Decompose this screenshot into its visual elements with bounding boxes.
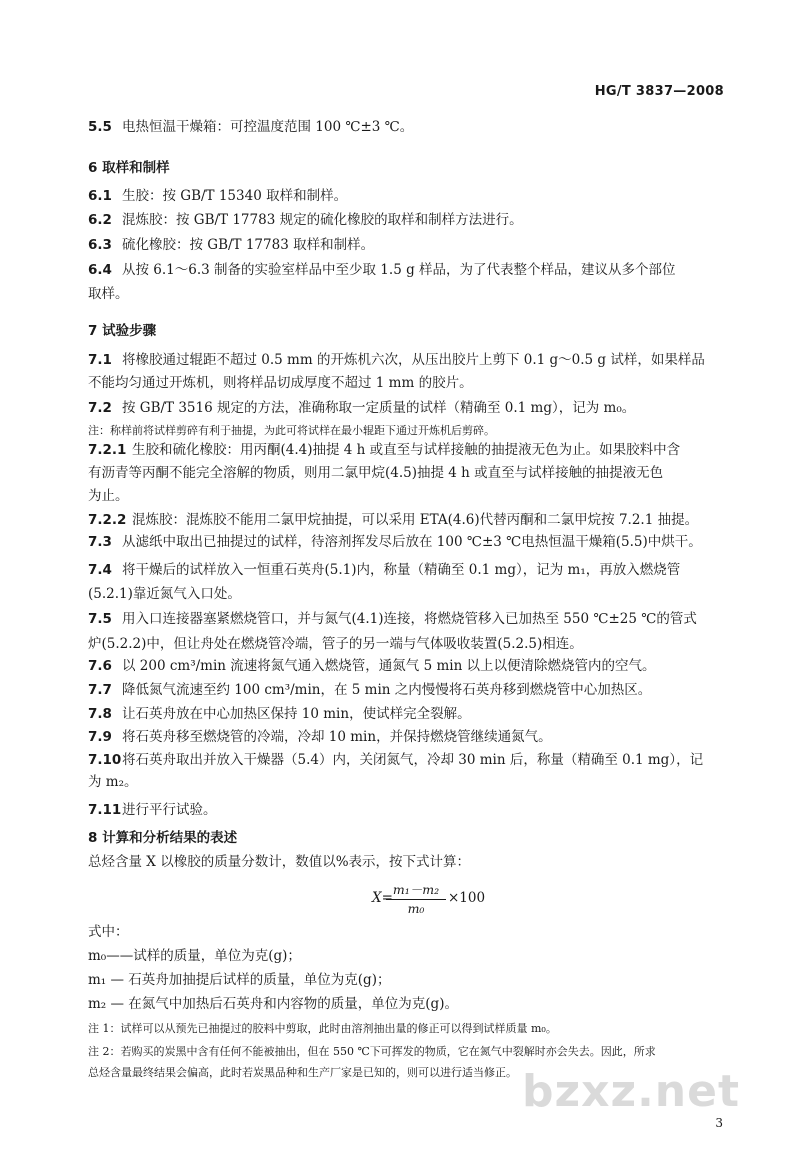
clause-number: 7.2.1 xyxy=(88,442,127,458)
body-line xyxy=(88,609,728,629)
clause-text: 用入口连接器塞紧燃烧管口，并与氮气(4.1)连接，将燃烧管移入已加热至 550 ℃±25 ℃的管式 xyxy=(122,611,697,627)
body-line xyxy=(88,210,728,230)
clause-text: 生胶：按 GB/T 15340 取样和制样。 xyxy=(122,188,348,204)
body-line xyxy=(88,420,728,441)
clause-text: 以 200 cm³/min 流速将氮气通入燃烧管，通氮气 5 min 以上以便清除燃烧管内的空气。 xyxy=(122,658,656,674)
body-line xyxy=(88,373,728,393)
body-line xyxy=(88,852,728,872)
body-line xyxy=(88,680,728,700)
clause-text: (5.2.1)靠近氮气入口处。 xyxy=(88,586,241,602)
body-line xyxy=(88,321,728,341)
note-text: 总烃含量最终结果会偏高，此时若炭黑品种和生产厂家是已知的，则可以进行适当修正。 xyxy=(88,1066,517,1079)
clause-number: 6.2 xyxy=(88,212,112,228)
clause-text: 进行平行试验。 xyxy=(122,802,217,818)
formula xyxy=(0,880,800,916)
clause-number: 7.4 xyxy=(88,562,112,578)
formula-denominator: m₀ xyxy=(407,901,425,916)
clause-text: 让石英舟放在中心加热区保持 10 min，使试样完全裂解。 xyxy=(122,706,471,722)
clause-number: 6.4 xyxy=(88,262,112,278)
clause-number: 7.3 xyxy=(88,534,112,550)
clause-text: m₀——试样的质量，单位为克(g)； xyxy=(88,948,301,964)
clause-number: 7.9 xyxy=(88,729,112,745)
where-line xyxy=(88,946,728,966)
body-line xyxy=(88,235,728,255)
clause-text: 不能均匀通过开炼机，则将样品切成厚度不超过 1 mm 的胶片。 xyxy=(88,375,473,391)
clause-number: 7.5 xyxy=(88,611,112,627)
body-line xyxy=(88,634,728,654)
note-text: 注 1：试样可以从预先已抽提过的胶料中剪取，此时由溶剂抽出量的修正可以得到试样质量 m₀。 xyxy=(88,1022,557,1035)
clause-text: 硫化橡胶：按 GB/T 17783 取样和制样。 xyxy=(122,237,375,253)
body-line xyxy=(88,284,728,304)
clause-text: 电热恒温干燥箱：可控温度范围 100 ℃±3 ℃。 xyxy=(122,119,414,135)
formula-fraction xyxy=(386,880,446,916)
where-line xyxy=(88,970,728,990)
clause-text: 将橡胶通过辊距不超过 0.5 mm 的开炼机六次，从压出胶片上剪下 0.1 g～0.5 g 试样，如果样品 xyxy=(122,352,705,368)
clause-text: 将石英舟取出并放入干燥器（5.4）内，关闭氮气，冷却 30 min 后，称量（精确至 0.1 mg），记 xyxy=(122,752,704,768)
clause-text: 为止。 xyxy=(88,488,129,504)
watermark: bzxz.net xyxy=(521,1066,740,1117)
clause-text: 炉(5.2.2)中，但让舟处在燃烧管冷端，管子的另一端与气体吸收装置(5.2.5)相连。 xyxy=(88,636,583,652)
clause-number: 7.2.2 xyxy=(88,512,127,528)
body-line xyxy=(88,186,728,206)
clause-text: 从滤纸中取出已抽提过的试样，待溶剂挥发尽后放在 100 ℃±3 ℃电热恒温干燥箱(5.5)中烘干。 xyxy=(122,534,702,550)
clause-text: 从按 6.1～6.3 制备的实验室样品中至少取 1.5 g 样品，为了代表整个样品，建议从多个部位 xyxy=(122,262,676,278)
body-line xyxy=(88,486,728,506)
standard-code-header: HG/T 3837—2008 xyxy=(594,84,724,99)
clause-number: 5.5 xyxy=(88,119,112,135)
clause-number: 6.3 xyxy=(88,237,112,253)
clause-number: 7.10 xyxy=(88,752,122,768)
body-line xyxy=(88,350,728,370)
body-line xyxy=(88,260,728,280)
section-heading: 6 取样和制样 xyxy=(88,160,170,176)
body-line xyxy=(88,440,728,460)
body-line xyxy=(88,463,728,483)
body-line xyxy=(88,510,728,530)
clause-text: 按 GB/T 3516 规定的方法，准确称取一定质量的试样（精确至 0.1 mg），记为 m₀。 xyxy=(122,400,636,416)
clause-text: m₁ — 石英舟加抽提后试样的质量，单位为克(g)； xyxy=(88,972,391,988)
body-line xyxy=(88,398,728,418)
where-line xyxy=(88,994,728,1014)
clause-number: 7.2 xyxy=(88,400,112,416)
clause-text: 为 m₂。 xyxy=(88,774,138,790)
body-line xyxy=(88,560,728,580)
clause-text: 混炼胶：按 GB/T 17783 规定的硫化橡胶的取样和制样方法进行。 xyxy=(122,212,523,228)
where-line xyxy=(88,1041,728,1062)
body-line xyxy=(88,750,728,770)
clause-text: 取样。 xyxy=(88,286,129,302)
clause-number: 7.1 xyxy=(88,352,112,368)
clause-number: 7.8 xyxy=(88,706,112,722)
clause-text: 混炼胶：混炼胶不能用二氯甲烷抽提，可以采用 ETA(4.6)代替丙酮和二氯甲烷按 7.2.1 抽提。 xyxy=(132,512,699,528)
clause-number: 7.7 xyxy=(88,682,112,698)
formula-multiplier: ×100 xyxy=(448,890,486,906)
body-line xyxy=(88,532,728,552)
note-text: 注：称样前将试样剪碎有利于抽提，为此可将试样在最小辊距下通过开炼机后剪碎。 xyxy=(88,424,495,437)
body-line xyxy=(88,656,728,676)
body-line xyxy=(88,584,728,604)
clause-text: 总烃含量 X 以橡胶的质量分数计，数值以%表示，按下式计算： xyxy=(88,854,471,870)
body-line xyxy=(88,158,728,178)
body-line xyxy=(88,800,728,820)
clause-text: m₂ — 在氮气中加热后石英舟和内容物的质量，单位为克(g)。 xyxy=(88,996,458,1012)
clause-text: 有沥青等丙酮不能完全溶解的物质，则用二氯甲烷(4.5)抽提 4 h 或直至与试样接触的抽提液无色 xyxy=(88,465,664,481)
note-text: 注 2：若购买的炭黑中含有任何不能被抽出，但在 550 ℃下可挥发的物质，它在氮气中裂解时亦会失去。因此，所求 xyxy=(88,1045,656,1058)
page-number: 3 xyxy=(715,1116,723,1130)
where-line xyxy=(88,1018,728,1039)
clause-text: 将干燥后的试样放入一恒重石英舟(5.1)内，称量（精确至 0.1 mg），记为 m₁，再放入燃烧管 xyxy=(122,562,681,578)
clause-text: 将石英舟移至燃烧管的冷端，冷却 10 min，并保持燃烧管继续通氮气。 xyxy=(122,729,552,745)
clause-number: 7.6 xyxy=(88,658,112,674)
clause-text: 式中： xyxy=(88,924,129,940)
body-line xyxy=(88,117,728,137)
section-heading: 8 计算和分析结果的表述 xyxy=(88,830,238,846)
clause-text: 生胶和硫化橡胶：用丙酮(4.4)抽提 4 h 或直至与试样接触的抽提液无色为止。如果胶料中含 xyxy=(132,442,681,458)
where-line xyxy=(88,922,728,942)
formula-lhs: X= xyxy=(372,890,393,906)
clause-number: 6.1 xyxy=(88,188,112,204)
body-line xyxy=(88,727,728,747)
formula-numerator: m₁－m₂ xyxy=(386,880,446,900)
clause-number: 7.11 xyxy=(88,802,122,818)
clause-text: 降低氮气流速至约 100 cm³/min，在 5 min 之内慢慢将石英舟移到燃烧管中心加热区。 xyxy=(122,682,652,698)
body-line xyxy=(88,704,728,724)
body-line xyxy=(88,828,728,848)
body-line xyxy=(88,772,728,792)
section-heading: 7 试验步骤 xyxy=(88,323,157,339)
